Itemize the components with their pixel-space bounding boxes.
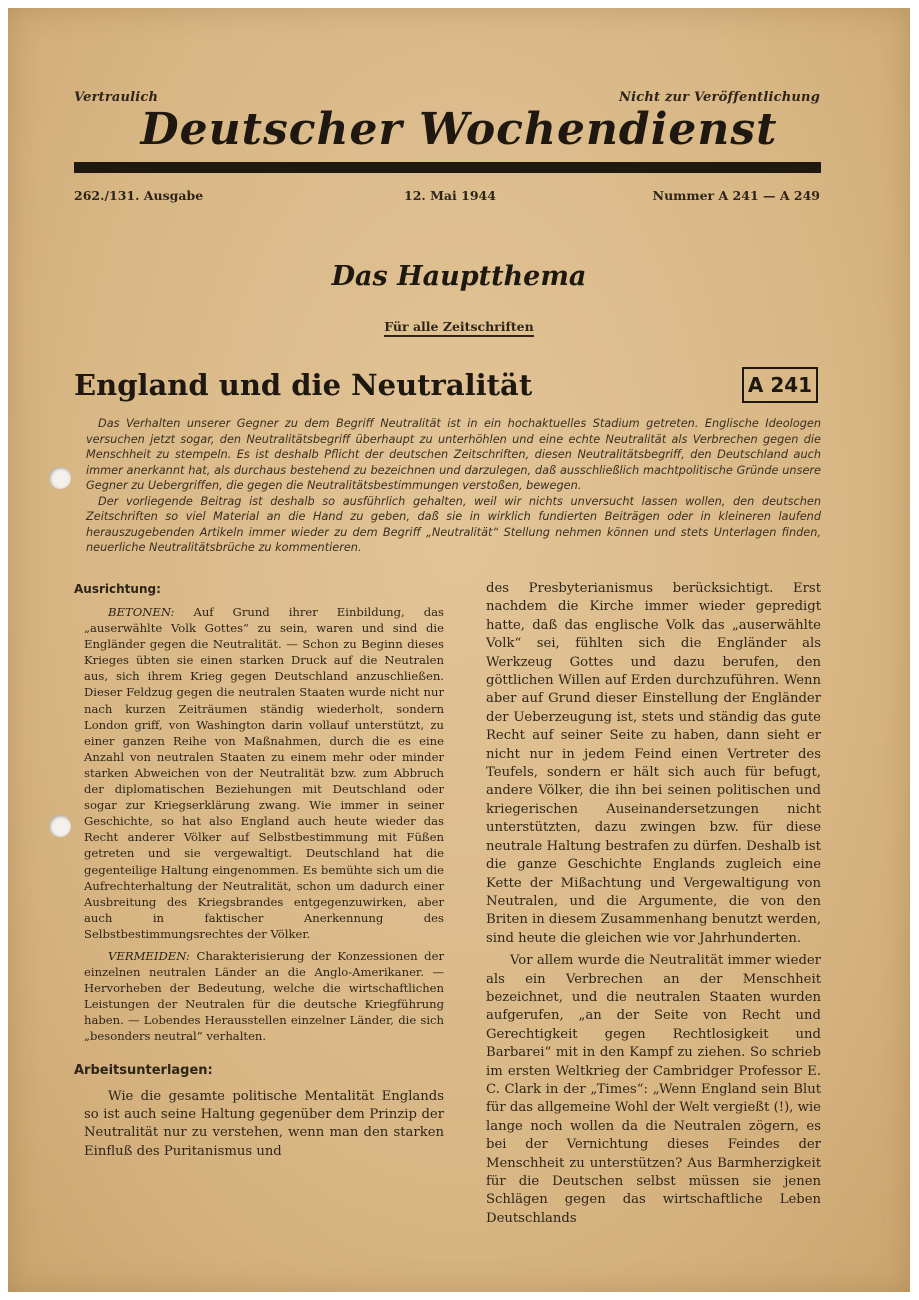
right-body-paragraph-2: Vor allem wurde die Neutralität immer wieder als ein Verbrechen an der Menschheit bezeichnet, und die neutralen Staaten wurden aufgerufen, „an der Seite von Recht und Gerechtigkeit gegen Rechtlosigkeit und Barbarei“ mit in den Kampf zu ziehen. So schrieb im ersten Weltkrieg der Cambridger Professor E. C. Clark in der „Times“: „Wenn England sein Blut für das allgemeine Wohl der Welt vergießt (!), wie lange noch wollen da die Neutralen zögern, es bei der Vernichtung dieses Feindes der Menschheit zu unterstützen? Aus Barmherzigkeit für die Deutschen selbst müssen sie jenen Schlägen gegen das wirtschaftliche Leben Deutschlands (486, 953, 821, 1226)
item-number-range: Nummer A 241 — A 249 (652, 188, 820, 203)
punch-hole (49, 467, 71, 489)
document-page (8, 8, 910, 1292)
right-column (486, 580, 821, 1228)
article-intro (86, 416, 821, 556)
article-title: England und die Neutralität (74, 368, 533, 402)
punch-hole (49, 815, 71, 837)
confidential-note: Vertraulich (74, 90, 159, 105)
not-for-publication-note: Nicht zur Veröffentlichung (619, 90, 820, 105)
section-subtitle (8, 319, 910, 334)
masthead-title: Deutscher Wochendienst (140, 104, 778, 155)
issue-number: 262./131. Ausgabe (74, 188, 204, 203)
intro-paragraph: Das Verhalten unserer Gegner zu dem Begriff Neutralität ist in ein hochaktuelles Stadium getreten. Englische Ideologen versuchen jetzt sogar, den Neutralitätsbegriff überhaupt zu unterhöhlen und eine echte Neutralität als Verbrechen gegen die Menschheit zu stempeln. Es ist deshalb Pflicht der deutschen Zeitschriften, diesen Neutralitätsbegriff, den Deutschland auch immer anerkannt hat, als durchaus bestehend zu bezeichnen und darzulegen, daß ausschließlich machtpolitische Gründe unsere Gegner zu Uebergriffen, die gegen die Neutralitätsbestimmungen verstoßen, bewegen. (86, 417, 821, 492)
vermeiden-paragraph (74, 948, 444, 1045)
arbeitsunterlagen-heading: Arbeitsunterlagen: (74, 1062, 213, 1078)
section-title: Das Hauptthema (331, 261, 587, 292)
right-body-paragraph-1: des Presbyterianismus berücksichtigt. Erst nachdem die Kirche immer wieder gepredigt hatte, daß das englische Volk das „auserwählte Volk“ sei, fühlten sich die Engländer als Werkzeug Gottes und dazu berufen, den göttlichen Willen auf Erden durchzuführen. Wenn aber auf Grund dieser Einstellung der Engländer der Ueberzeugung ist, stets und ständig das gute Recht auf seiner Seite zu haben, dann sieht er nicht nur in jedem Feind einen Vertreter des Teufels, sondern er hält sich auch für befugt, andere Völker, die ihn bei seinen politischen und kriegerischen Auseinandersetzungen nicht unterstützten, dazu zwingen bzw. für diese neutrale Haltung bestrafen zu dürfen. Deshalb ist die ganze Geschichte Englands zugleich eine Kette der Mißachtung und Vergewaltigung von Neutralen, und die Argumente, die von den Briten in diesem Zusammenhang benutzt werden, sind heute die gleichen wie vor Jahrhunderten. (486, 581, 822, 946)
intro-paragraph: Der vorliegende Beitrag ist deshalb so ausführlich gehalten, weil wir nichts unversucht lassen wollen, den deutschen Zeitschriften so viel Material an die Hand zu geben, daß sie in wirklich fundierten Beiträgen oder in kleineren laufend herauszugebenden Artikeln immer wieder zu dem Begriff „Neutralität“ Stellung nehmen können und stets Unterlagen finden, neuerliche Neutralitätsbrüche zu kommentieren. (86, 494, 821, 554)
issue-date: 12. Mai 1944 (404, 188, 496, 203)
vermeiden-label: VERMEIDEN: (108, 948, 190, 963)
betonen-label: BETONEN: (108, 605, 175, 619)
article-code-box: A 241 (742, 367, 818, 403)
ausrichtung-heading: Ausrichtung: (74, 582, 161, 596)
section-subtitle-text: Für alle Zeitschriften (384, 319, 533, 337)
vermeiden-text: Charakterisierung der Konzessionen der einzelnen neutralen Länder an die Anglo-Amerikaner. — Hervorheben der Bedeutung, welche die wirtschaftlichen Leistungen der Neutralen für die deutsche Kriegführung haben. — Lobendes Herausstellen einzelner Länder, die sich „besonders neutral“ verhalten. (84, 948, 444, 1044)
betonen-paragraph (74, 604, 444, 942)
left-body-paragraph: Wie die gesamte politische Mentalität Englands so ist auch seine Haltung gegenüber dem Prinzip der Neutralität nur zu verstehen, wenn man den starken Einfluß des Puritanismus und (84, 1088, 444, 1159)
betonen-text: Auf Grund ihrer Einbildung, das „auserwählte Volk Gottes“ zu sein, waren und sind die Engländer gegen die Neutralität. — Schon zu Beginn dieses Krieges übten sie einen starken Druck auf die Neutralen aus, sich ihrem Krieg gegen Deutschland anzuschließen. Dieser Feldzug gegen die neutralen Staaten wurde nicht nur nach kurzen Zeiträumen ständig wiederholt, sondern London griff, von Washington darin vollauf unterstützt, zu einer ganzen Reihe von Maßnahmen, durch die es eine Anzahl von neutralen Staaten zu einem mehr oder minder starken Abweichen von der Neutralität bzw. zum Abbruch der diplomatischen Beziehungen mit Deutschland oder sogar zur Kriegserklärung zwang. Wie immer in seiner Geschichte, so hat also England auch heute wieder das Recht anderer Völker auf Selbstbestimmung mit Füßen getreten und sie vergewaltigt. Deutschland hat die gegenteilige Haltung eingenommen. Es bemühte sich um die Aufrechterhaltung der Neutralität, schon um dadurch einer Ausbreitung des Kriegsbrandes entgegenzuwirken, aber auch in faktischer Anerkennung des Selbstbestimmungsrechtes der Völker. (84, 605, 444, 941)
masthead-rule (74, 162, 821, 173)
left-column (74, 582, 444, 1161)
